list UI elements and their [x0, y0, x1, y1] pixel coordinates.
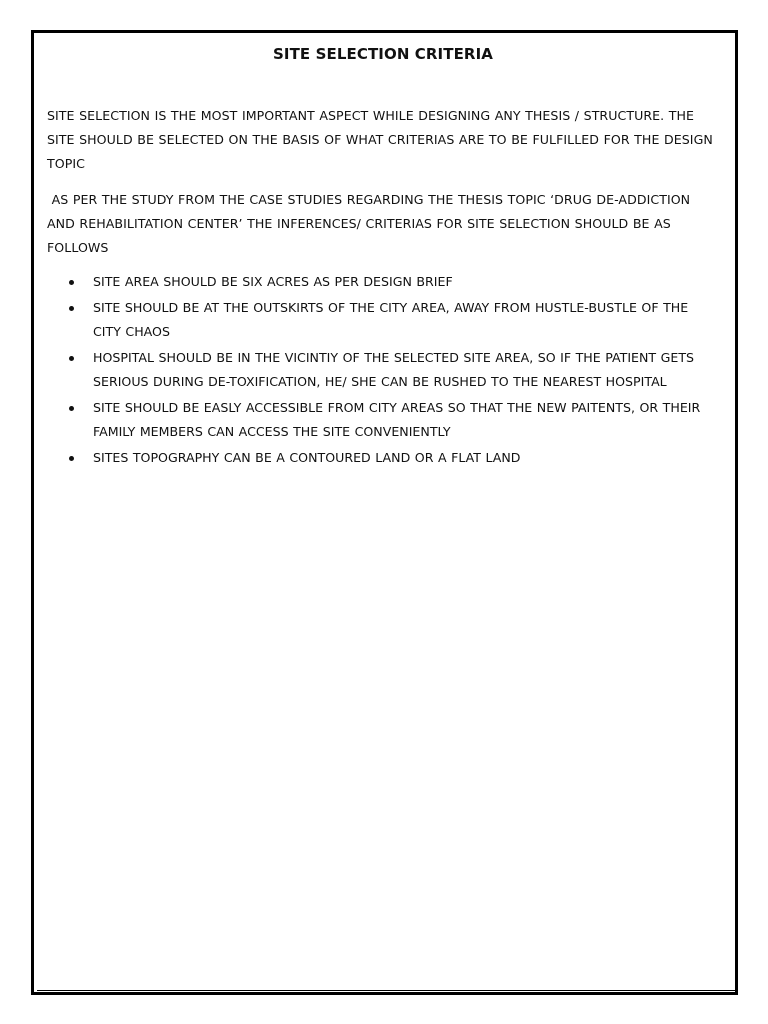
list-item-text: SITE SHOULD BE AT THE OUTSKIRTS OF THE CITY AREA, AWAY FROM HUSTLE-BUSTLE OF THE CITY CHAOS: [93, 300, 689, 339]
list-item: [47, 270, 719, 294]
list-item-text: SITE SHOULD BE EASLY ACCESSIBLE FROM CITY AREAS SO THAT THE NEW PAITENTS, OR THEIR FAMILY MEMBERS CAN ACCESS THE SITE CONVENIENTLY: [93, 400, 701, 439]
bullet-icon: [69, 306, 74, 311]
case-study-paragraph: AS PER THE STUDY FROM THE CASE STUDIES REGARDING THE THESIS TOPIC ‘DRUG DE-ADDICTION AND REHABILITATION CENTER’ THE INFERENCES/ CRITERIAS FOR SITE SELECTION SHOULD BE AS FOLLOWS: [47, 192, 695, 255]
list-item: [47, 396, 719, 444]
bullet-icon: [69, 356, 74, 361]
list-item: [47, 296, 719, 344]
list-item-text: SITES TOPOGRAPHY CAN BE A CONTOURED LAND OR A FLAT LAND: [93, 450, 521, 465]
list-item: [47, 346, 719, 394]
page-bottom-rule: [37, 990, 736, 991]
document-body: [47, 42, 719, 472]
intro-paragraph: SITE SELECTION IS THE MOST IMPORTANT ASPECT WHILE DESIGNING ANY THESIS / STRUCTURE. THE SITE SHOULD BE SELECTED ON THE BASIS OF WHAT CRITERIAS ARE TO BE FULFILLED FOR THE DESIGN TOPIC: [47, 108, 713, 171]
bullet-icon: [69, 280, 74, 285]
bullet-icon: [69, 456, 74, 461]
criteria-list: [47, 270, 719, 470]
list-item: [47, 446, 719, 470]
page-title: SITE SELECTION CRITERIA: [273, 45, 493, 63]
list-item-text: HOSPITAL SHOULD BE IN THE VICINTIY OF THE SELECTED SITE AREA, SO IF THE PATIENT GETS SERIOUS DURING DE-TOXIFICATION, HE/ SHE CAN BE RUSHED TO THE NEAREST HOSPITAL: [93, 350, 695, 389]
bullet-icon: [69, 406, 74, 411]
list-item-text: SITE AREA SHOULD BE SIX ACRES AS PER DESIGN BRIEF: [93, 274, 453, 289]
